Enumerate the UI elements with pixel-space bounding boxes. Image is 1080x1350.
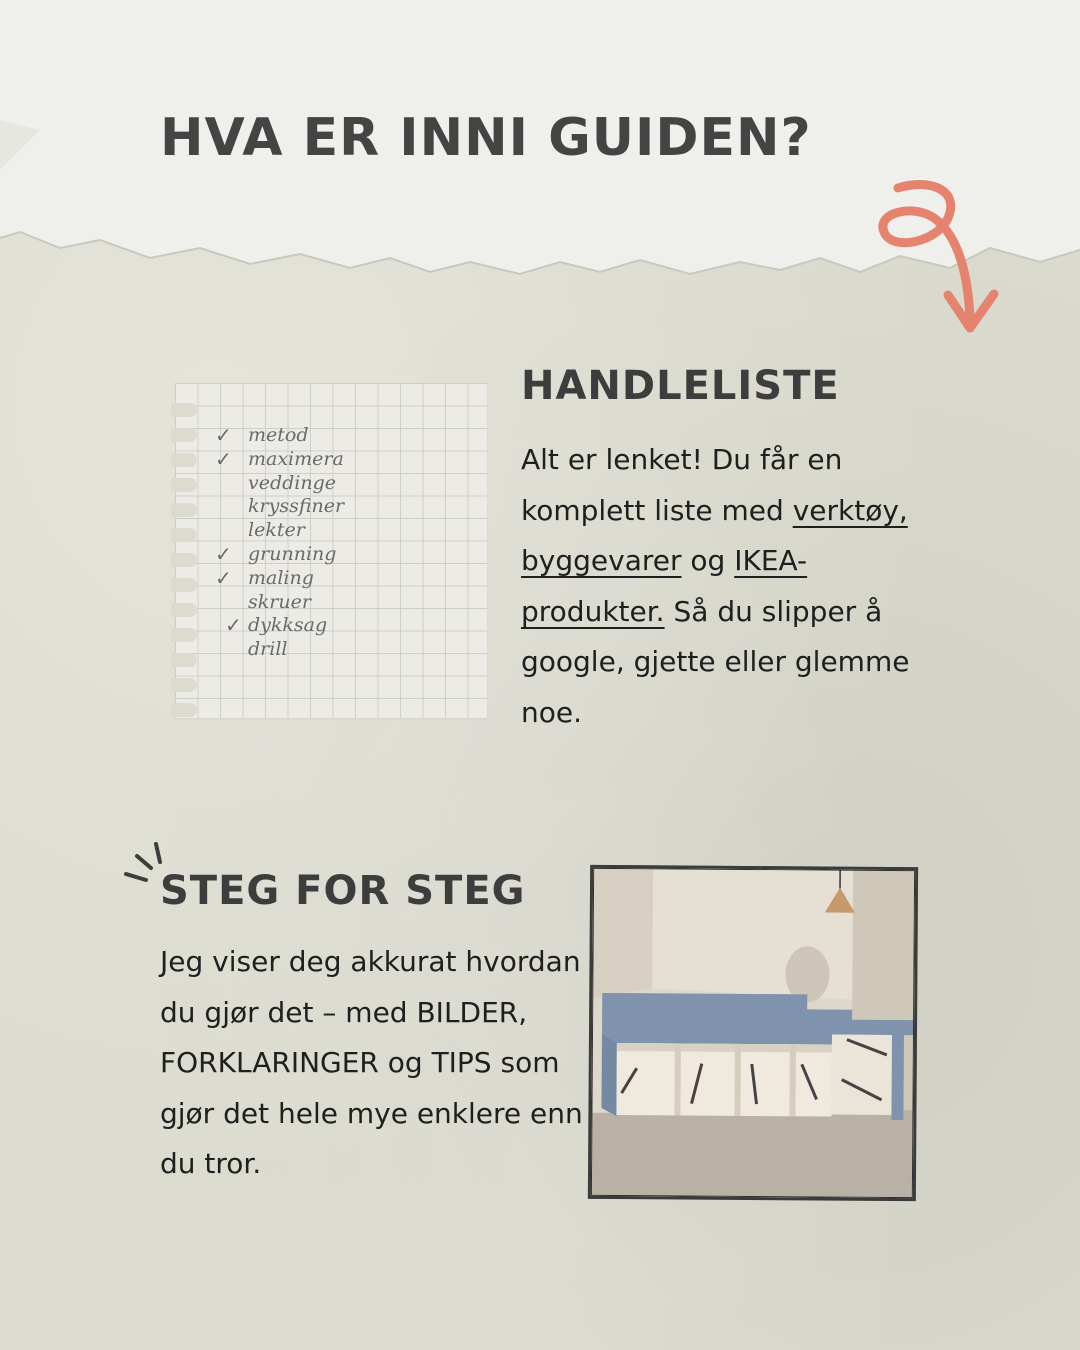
ikea-products-link[interactable]: IKEA-produkter. bbox=[521, 544, 808, 628]
steg-heading: STEG FOR STEG bbox=[160, 868, 526, 914]
checkmark-icon: ✓ bbox=[215, 446, 232, 471]
list-item bbox=[213, 591, 344, 615]
list-item bbox=[213, 495, 344, 519]
list-item-label: lekter bbox=[248, 519, 305, 542]
bench-photo bbox=[588, 865, 918, 1201]
list-item bbox=[213, 567, 344, 591]
list-item bbox=[213, 472, 344, 496]
list-item-label: kryssfiner bbox=[248, 495, 345, 518]
list-item bbox=[213, 543, 344, 567]
handleliste-text-part: og bbox=[681, 544, 735, 577]
page-title: HVA ER INNI GUIDEN? bbox=[160, 108, 812, 168]
list-item-label: veddinge bbox=[248, 471, 337, 494]
notebook-holes bbox=[175, 395, 197, 715]
list-item-label: maling bbox=[248, 566, 314, 589]
checkmark-icon: ✓ bbox=[215, 565, 232, 590]
list-item-label: drill bbox=[248, 638, 288, 661]
handleliste-heading: HANDLELISTE bbox=[521, 363, 840, 409]
shopping-checklist bbox=[213, 424, 344, 662]
handleliste-text-part: Alt er lenket! Du får en komplett liste med bbox=[521, 443, 843, 527]
steg-description: Jeg viser deg akkurat hvordan du gjør det – med BILDER, FORKLARINGER og TIPS som gjør det hele mye enklere enn du tror. bbox=[160, 945, 583, 1180]
checkmark-icon: ✓ bbox=[215, 423, 232, 447]
tools-materials-link[interactable]: verktøy, byggevarer bbox=[521, 493, 908, 577]
list-item bbox=[213, 638, 344, 662]
checkmark-icon: ✓ bbox=[225, 613, 242, 638]
checkmark-icon: ✓ bbox=[215, 541, 232, 566]
list-item bbox=[213, 614, 344, 638]
curly-arrow-down-icon bbox=[870, 170, 1010, 345]
handleliste-description bbox=[521, 435, 941, 738]
list-item-label: grunning bbox=[248, 542, 337, 565]
list-item bbox=[213, 519, 344, 543]
list-item bbox=[213, 448, 344, 472]
handleliste-text-part: Så du slipper å google, gjette eller glemme noe. bbox=[521, 594, 910, 729]
list-item-label: dykksag bbox=[248, 614, 328, 637]
list-item-label: skruer bbox=[248, 590, 311, 613]
list-item bbox=[213, 424, 344, 448]
list-item-label: metod bbox=[248, 424, 309, 446]
list-item-label: maximera bbox=[248, 447, 344, 470]
